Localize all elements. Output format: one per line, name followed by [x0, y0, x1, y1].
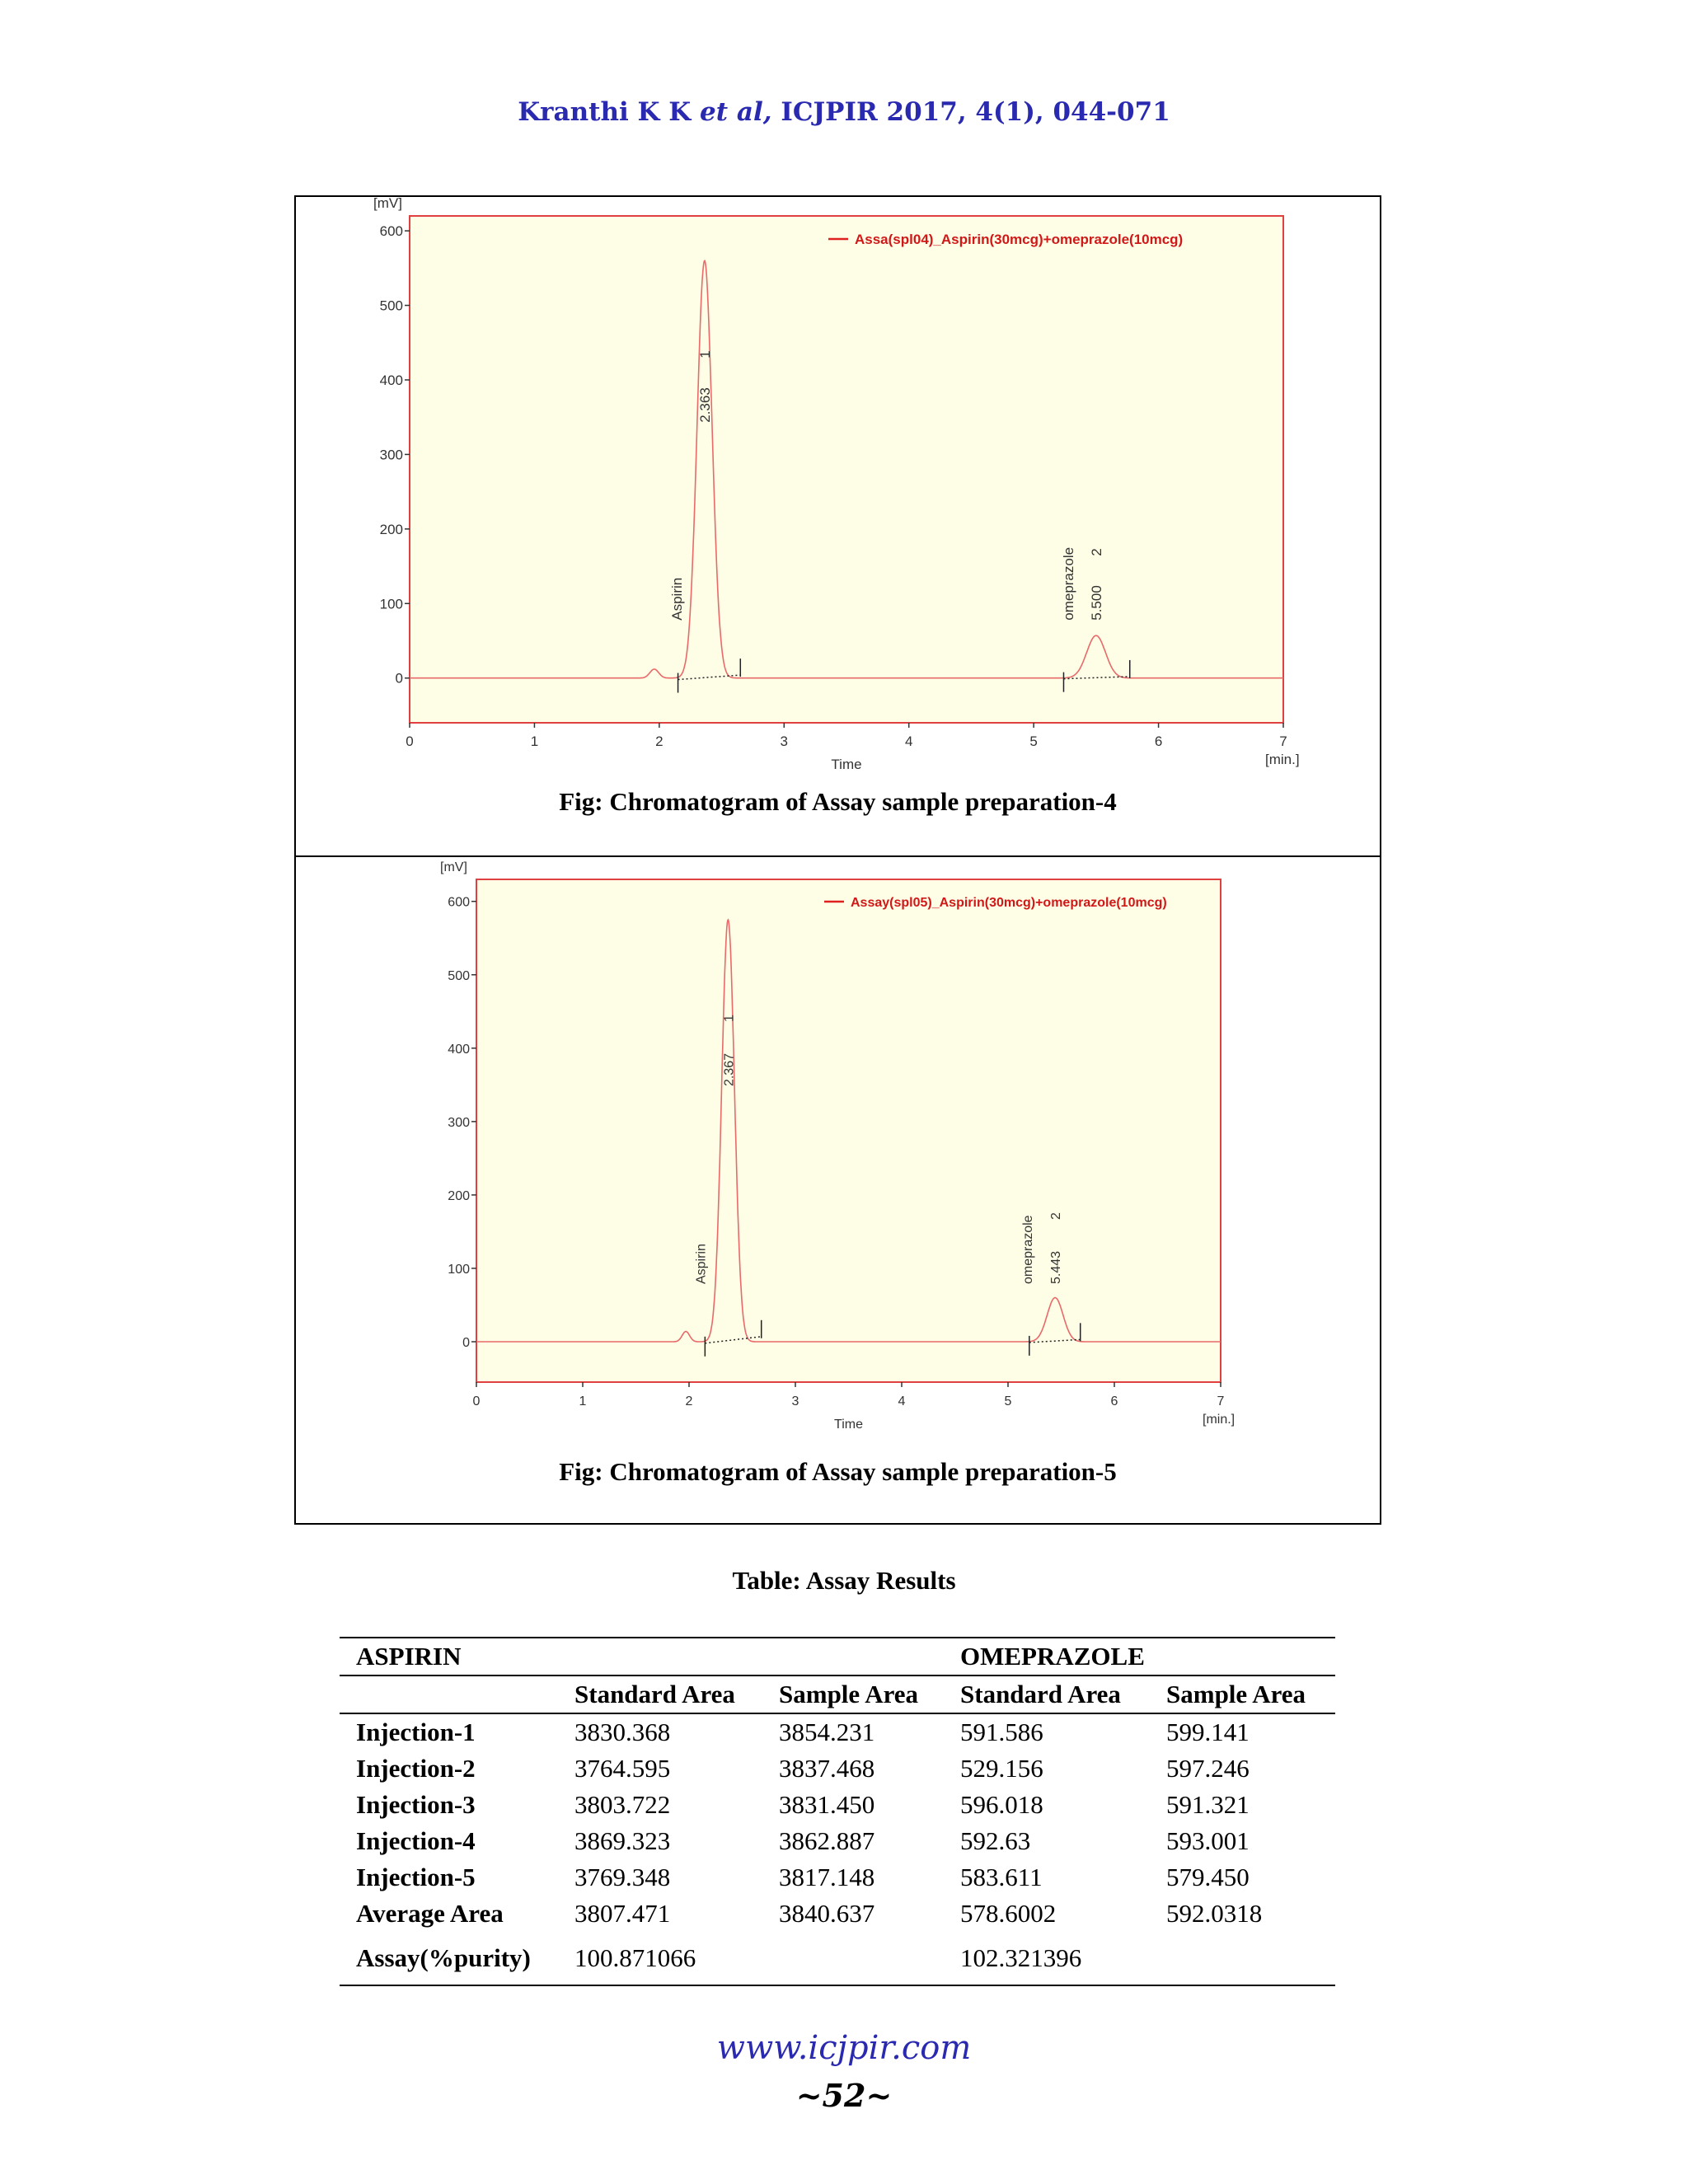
table-title: Table: Assay Results [732, 1566, 956, 1595]
header-etal: et al, [700, 97, 772, 127]
table-cell: 3764.595 [574, 1754, 671, 1783]
table-cell: 529.156 [960, 1754, 1043, 1783]
peak-name-label: Aspirin [694, 1244, 709, 1285]
footer-site[interactable]: www.icjpir.com [716, 2029, 972, 2067]
y-unit: [mV] [373, 195, 402, 211]
legend-label: Assa(spl04)_Aspirin(30mcg)+omeprazole(10mcg) [855, 232, 1184, 247]
table-cell: 578.6002 [960, 1899, 1057, 1928]
x-tick-label: 5 [1029, 733, 1038, 749]
x-tick-label: 1 [530, 733, 539, 749]
x-axis-label: Time [831, 757, 862, 772]
x-tick-label: 7 [1217, 1394, 1225, 1408]
page-number: ~52~ [795, 2077, 893, 2114]
x-tick-label: 1 [579, 1394, 587, 1408]
table-row [340, 1823, 1335, 1859]
x-tick-label: 5 [1004, 1394, 1012, 1408]
header-authors: Kranthi K K [518, 97, 692, 127]
table-cell: 3837.468 [779, 1754, 875, 1783]
table-cell: 3840.637 [779, 1899, 875, 1928]
x-tick-label: 0 [406, 733, 414, 749]
peak-name-label: omeprazole [1021, 1215, 1036, 1285]
y-tick-label: 0 [395, 670, 403, 687]
group-aspirin: ASPIRIN [340, 1638, 558, 1675]
table-row [340, 1713, 1335, 1750]
table-cell: 597.246 [1166, 1754, 1250, 1783]
table-row [340, 1896, 1335, 1932]
assay-results-table [340, 1637, 1335, 1986]
table-cell: 100.871066 [558, 1932, 762, 1985]
col-header: Standard Area [558, 1675, 762, 1713]
figure-caption-5: Fig: Chromatogram of Assay sample preparation-5 [559, 1457, 1117, 1486]
table-cell: 3769.348 [574, 1863, 671, 1891]
legend-label: Assay(spl05)_Aspirin(30mcg)+omeprazole(10mcg) [851, 896, 1167, 910]
y-tick-label: 600 [379, 223, 403, 240]
peak-rt-label: 5.443 [1049, 1250, 1064, 1285]
y-tick-label: 200 [379, 521, 403, 537]
col-header: Sample Area [1150, 1675, 1335, 1713]
y-tick-label: 400 [448, 1042, 470, 1057]
table-cell: 3807.471 [574, 1899, 671, 1928]
table-cell: 3862.887 [779, 1826, 875, 1855]
y-tick-label: 400 [379, 372, 403, 388]
table-cell: 3854.231 [779, 1718, 875, 1746]
y-tick-label: 600 [448, 895, 470, 910]
table-cell: 596.018 [960, 1790, 1043, 1819]
table-column-header [340, 1675, 1335, 1713]
table-cell: 3831.450 [779, 1790, 875, 1819]
y-tick-label: 0 [462, 1336, 470, 1351]
x-tick-label: 6 [1154, 733, 1163, 749]
x-tick-label: 0 [472, 1394, 481, 1408]
table-cell: 3817.148 [779, 1863, 875, 1891]
x-tick-label: 2 [685, 1394, 693, 1408]
y-tick-label: 500 [379, 298, 403, 314]
table-cell: 592.63 [960, 1826, 1031, 1855]
table-row [340, 1859, 1335, 1896]
row-label: Average Area [356, 1899, 504, 1928]
table-cell: 3869.323 [574, 1826, 671, 1855]
col-header: Sample Area [762, 1675, 944, 1713]
col-header: Standard Area [944, 1675, 1150, 1713]
table-group-header [340, 1638, 1335, 1675]
peak-name-label: Aspirin [668, 577, 685, 621]
table-row [340, 1787, 1335, 1823]
y-tick-label: 300 [448, 1115, 470, 1130]
table-cell: 583.611 [960, 1863, 1043, 1891]
y-unit: [mV] [440, 860, 467, 874]
row-label: Injection-2 [356, 1754, 476, 1783]
plot-area [476, 879, 1221, 1382]
y-tick-label: 500 [448, 968, 470, 983]
table-cell: 599.141 [1166, 1718, 1250, 1746]
peak-id-label: 2 [1088, 548, 1104, 556]
x-tick-label: 4 [898, 1394, 906, 1408]
table-cell: 102.321396 [944, 1932, 1150, 1985]
x-tick-label: 6 [1110, 1394, 1118, 1408]
x-tick-label: 2 [655, 733, 663, 749]
y-tick-label: 100 [379, 596, 403, 612]
assay-row [340, 1932, 1335, 1985]
y-tick-label: 200 [448, 1188, 470, 1203]
row-label: Injection-4 [356, 1826, 476, 1855]
row-label: Assay(%purity) [340, 1932, 558, 1985]
table-cell: 3830.368 [574, 1718, 671, 1746]
x-tick-label: 3 [780, 733, 789, 749]
x-axis-label: Time [834, 1418, 863, 1432]
table-row [340, 1750, 1335, 1787]
peak-name-label: omeprazole [1060, 546, 1076, 621]
x-tick-label: 7 [1279, 733, 1287, 749]
table-cell: 579.450 [1166, 1863, 1250, 1891]
x-tick-label: 4 [904, 733, 913, 749]
peak-id-label: 2 [1049, 1212, 1064, 1221]
group-omeprazole: OMEPRAZOLE [944, 1638, 1150, 1675]
peak-id-label: 1 [696, 350, 713, 359]
row-label: Injection-1 [356, 1718, 476, 1746]
table-cell: 593.001 [1166, 1826, 1250, 1855]
x-tick-label: 3 [791, 1394, 799, 1408]
peak-rt-label: 2.363 [696, 387, 713, 423]
table-cell: 3803.722 [574, 1790, 671, 1819]
x-unit: [min.] [1203, 1413, 1236, 1427]
row-label: Injection-5 [356, 1863, 476, 1891]
row-label: Injection-3 [356, 1790, 476, 1819]
peak-rt-label: 2.367 [722, 1052, 737, 1087]
figure-caption-4: Fig: Chromatogram of Assay sample preparation-4 [559, 787, 1117, 816]
peak-rt-label: 5.500 [1088, 585, 1104, 621]
y-tick-label: 300 [379, 447, 403, 463]
header-journal: ICJPIR 2017, 4(1), 044-071 [781, 97, 1170, 127]
x-unit: [min.] [1265, 752, 1300, 767]
table-cell: 591.586 [960, 1718, 1043, 1746]
y-tick-label: 100 [448, 1262, 470, 1277]
table-cell: 591.321 [1166, 1790, 1250, 1819]
table-cell: 592.0318 [1166, 1899, 1263, 1928]
peak-id-label: 1 [722, 1015, 737, 1023]
